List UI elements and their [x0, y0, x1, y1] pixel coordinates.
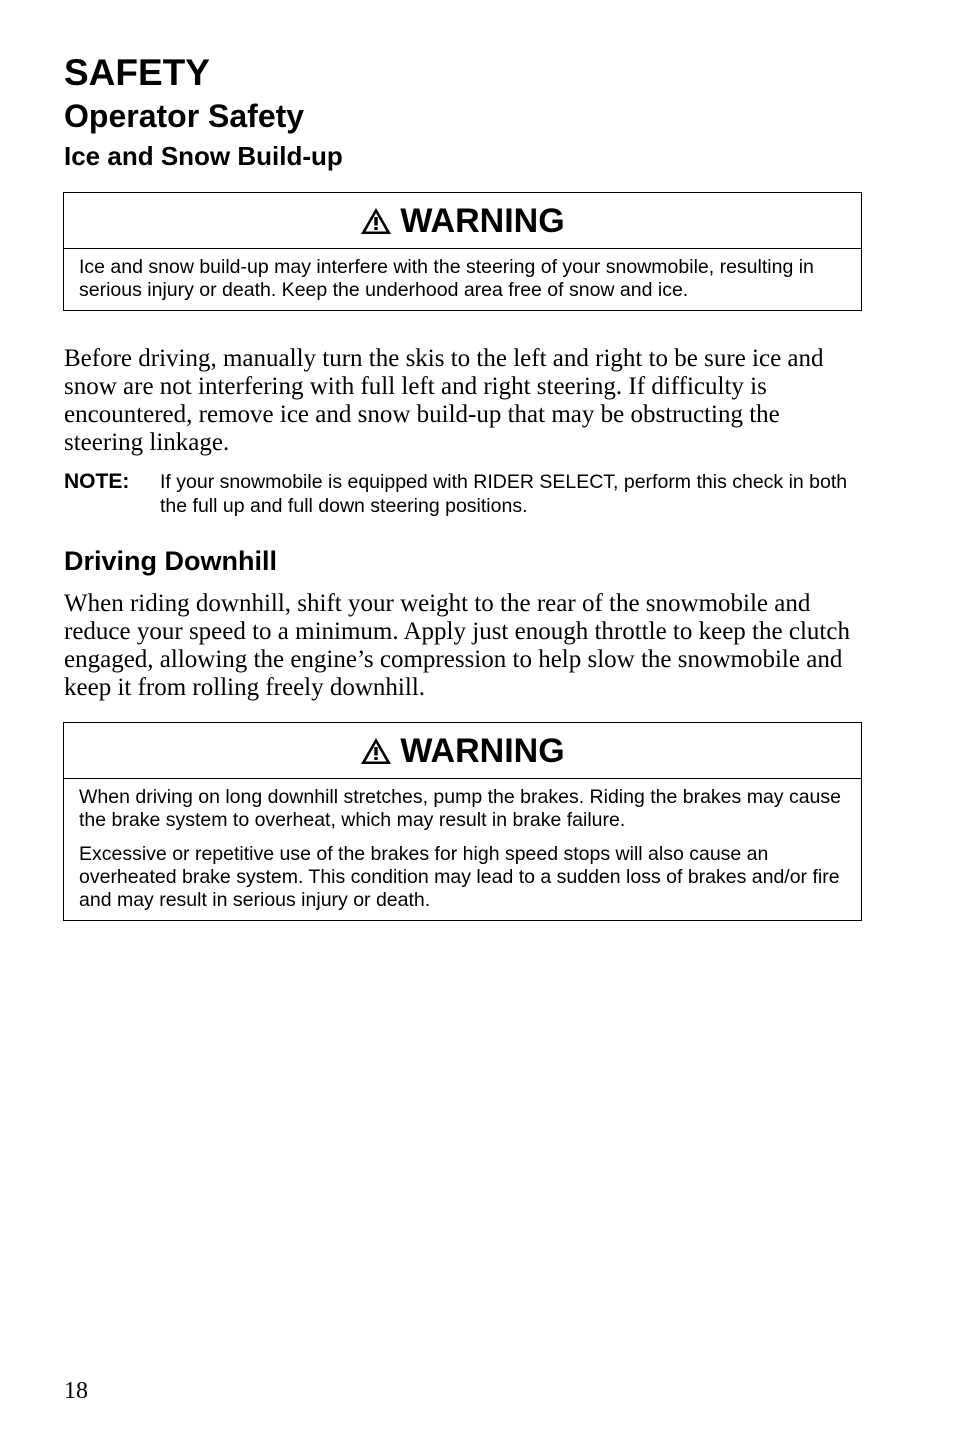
warning-box-ice — [63, 192, 862, 311]
warning-text: When driving on long downhill stretches, pump the brakes. Riding the brakes may cause the brake system to overheat, which may result in brake failure. — [79, 786, 841, 831]
note-text: If your snowmobile is equipped with RIDER SELECT, perform this check in both the full up and full down steering positions. — [160, 471, 848, 517]
downhill-paragraph: When riding downhill, shift your weight to the rear of the snowmobile and reduce your speed to a minimum. Apply just enough throttle to keep the clutch engaged, allowing the engine’s compression to help slow the snowmobile and keep it from rolling freely downhill. — [64, 590, 850, 701]
warning-title: WARNING — [400, 731, 565, 770]
section-title: SAFETY — [64, 52, 210, 93]
warning-triangle-icon — [360, 737, 392, 765]
note-label: NOTE: — [64, 470, 130, 493]
topic-heading: Ice and Snow Build-up — [64, 141, 343, 171]
note — [64, 470, 864, 518]
warning-title: WARNING — [400, 201, 565, 240]
ice-paragraph: Before driving, manually turn the skis to the left and right to be sure ice and snow are not interfering with full left and right steering. If difficulty is encountered, remove ice and snow build-up that may be obstructing the steering linkage. — [64, 345, 824, 456]
page-number: 18 — [64, 1378, 88, 1404]
warning-text: Ice and snow build-up may interfere with the steering of your snowmobile, resulting in serious injury or death. Keep the underhood area free of snow and ice. — [79, 256, 814, 301]
warning-header — [64, 193, 861, 249]
warning-body — [64, 249, 861, 310]
warning-body — [64, 779, 861, 920]
warning-box-brakes — [63, 722, 862, 921]
subsection-title: Operator Safety — [64, 98, 305, 134]
warning-text: Excessive or repetitive use of the brakes for high speed stops will also cause an overheated brake system. This condition may lead to a sudden loss of brakes and/or fire and may result in serious injury or death. — [79, 843, 840, 911]
warning-header — [64, 723, 861, 779]
warning-triangle-icon — [360, 207, 392, 235]
downhill-heading: Driving Downhill — [64, 546, 277, 576]
